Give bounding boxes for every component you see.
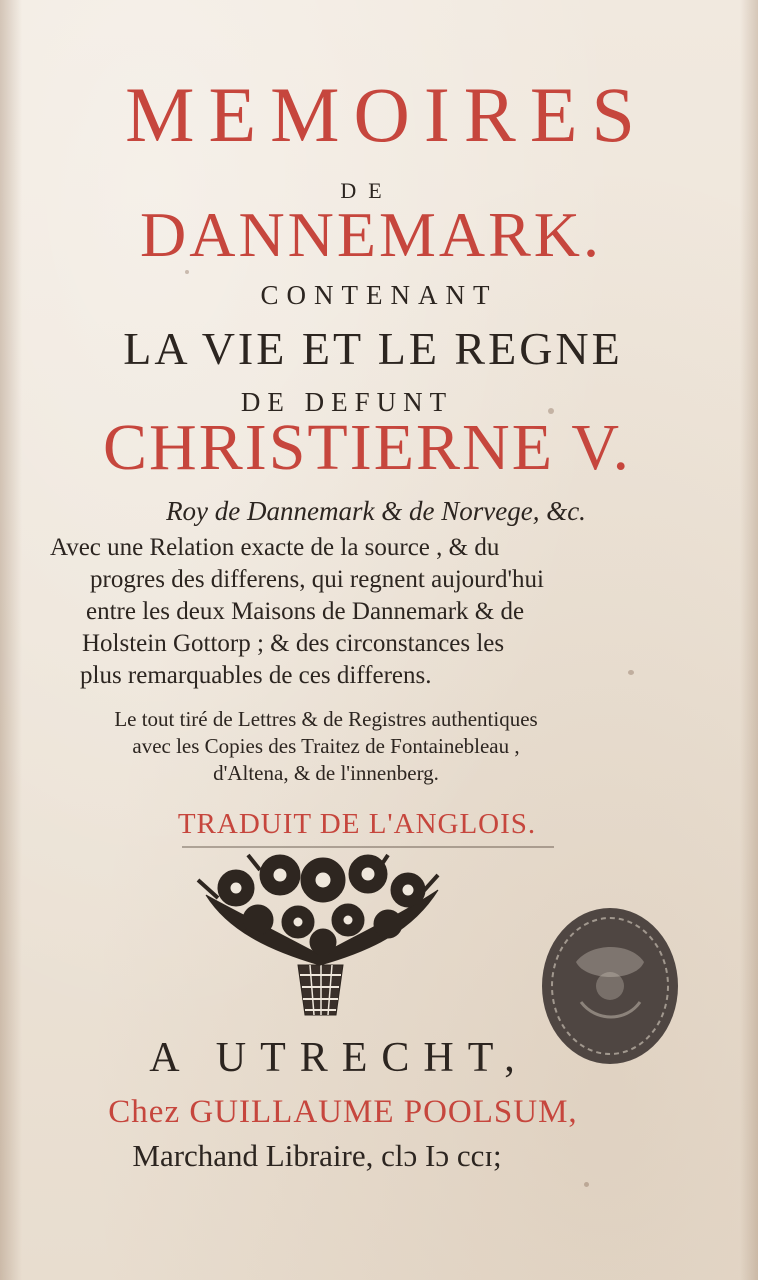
- description-line: Holstein Gottorp ; & des circonstances les: [82, 630, 505, 657]
- translated-line: TRADUIT DE L'ANGLOIS.: [177, 808, 537, 840]
- foxing-spot: [628, 670, 634, 675]
- foxing-spot: [185, 270, 189, 274]
- description-line: entre les deux Maisons de Dannemark & de: [86, 598, 525, 625]
- title-la-vie: LA VIE ET LE REGNE: [123, 323, 623, 374]
- title-de: DE: [340, 178, 394, 203]
- sources-line: d'Altena, & de l'innenberg.: [213, 761, 439, 785]
- title-dannemark: DANNEMARK.: [140, 199, 602, 270]
- title-de-defunt: DE DEFUNT: [240, 387, 454, 417]
- divider-rule: [182, 846, 554, 848]
- imprint-line: Marchand Libraire, clɔ Iɔ ccɪ;: [132, 1138, 502, 1173]
- title-contenant: CONTENANT: [260, 280, 498, 310]
- description-line: progres des differens, qui regnent aujourd'hui: [90, 566, 544, 593]
- foxing-spot: [584, 1182, 589, 1187]
- foxing-spot: [548, 408, 554, 414]
- description-paragraph: [50, 532, 630, 692]
- sources-line: avec les Copies des Traitez de Fontainebleau ,: [132, 734, 520, 758]
- description-line: plus remarquables de ces differens.: [80, 662, 432, 689]
- description-line: Avec une Relation exacte de la source , & du: [50, 534, 500, 561]
- place-line: A UTRECHT,: [149, 1035, 529, 1081]
- sources-line: Le tout tiré de Lettres & de Registres authentiques: [114, 707, 538, 731]
- title-memoires: MEMOIRES: [125, 71, 649, 158]
- sources-paragraph: [46, 706, 606, 787]
- title-roy: Roy de Dannemark & de Norvege, &c.: [166, 496, 586, 526]
- title-christierne: CHRISTIERNE V.: [103, 411, 631, 484]
- publisher-line: Chez GUILLAUME POOLSUM,: [108, 1094, 578, 1130]
- flower-basket-icon: [188, 850, 453, 1020]
